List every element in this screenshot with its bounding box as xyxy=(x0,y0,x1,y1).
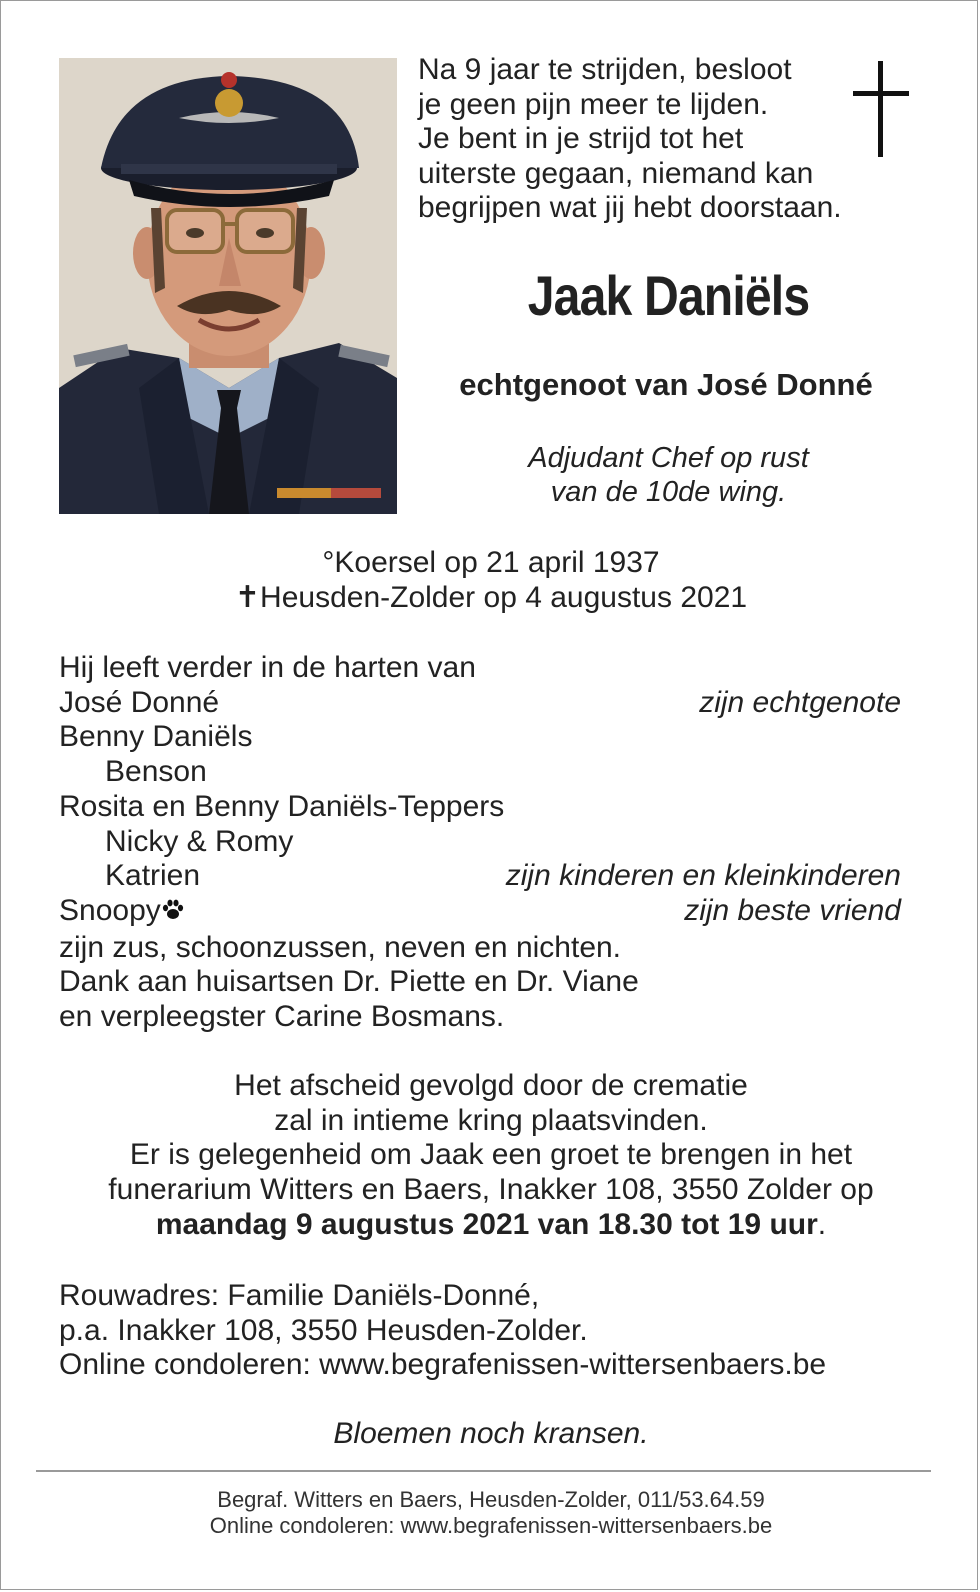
spouse-line: echtgenoot van José Donné xyxy=(459,367,873,402)
address-line: Rouwadres: Familie Daniëls-Donné, xyxy=(59,1279,540,1312)
rank-line: Adjudant Chef op rust xyxy=(528,442,809,474)
farewell-line: zal in intieme kring plaatsvinden. xyxy=(274,1103,708,1137)
survivor-name: Benson xyxy=(105,755,207,789)
portrait-illustration xyxy=(59,58,397,514)
survivor-name: Rosita en Benny Daniëls-Teppers xyxy=(59,789,505,823)
address-line: p.a. Inakker 108, 3550 Heusden-Zolder. xyxy=(59,1313,588,1347)
survivor-name: Nicky & Romy xyxy=(105,824,294,858)
survivors-list xyxy=(59,651,901,1035)
deceased-name: Jaak Daniëls xyxy=(527,264,810,327)
survivor-name: Benny Daniëls xyxy=(59,720,253,754)
death-line: ✝Heusden-Zolder op 4 augustus 2021 xyxy=(234,581,748,614)
survivor-row xyxy=(59,755,901,790)
footer-condolence-link[interactable]: Online condoleren: www.begrafenissen-wittersenbaers.be xyxy=(209,1513,773,1538)
survivor-name: Katrien xyxy=(105,859,201,893)
footer-line: Begraf. Witters en Baers, Heusden-Zolder, 011/53.64.59 xyxy=(217,1487,765,1512)
farewell-line: funerarium Witters en Baers, Inakker 108, 3550 Zolder op xyxy=(108,1173,874,1207)
farewell-date-line xyxy=(1,1208,980,1243)
survivor-relation: zijn echtgenote xyxy=(699,685,901,719)
cross-icon xyxy=(853,61,909,162)
survivor-row xyxy=(59,825,901,860)
survivor-row xyxy=(59,790,901,825)
condolence-link[interactable]: Online condoleren: www.begrafenissen-wittersenbaers.be xyxy=(59,1348,827,1382)
funeral-home-footer xyxy=(1,1487,980,1539)
survivors-intro: Hij leeft verder in de harten van xyxy=(59,651,476,684)
poem xyxy=(418,53,848,226)
flowers-note: Bloemen noch kransen. xyxy=(333,1417,649,1450)
farewell-date-suffix: . xyxy=(817,1207,827,1241)
rank-line: van de 10de wing. xyxy=(550,476,787,508)
survivors-extra-line: zijn zus, schoonzussen, neven en nichten. xyxy=(59,930,622,964)
birth-line: °Koersel op 21 april 1937 xyxy=(322,546,660,579)
survivor-name: José Donné xyxy=(59,685,220,719)
survivor-row xyxy=(59,894,901,931)
survivor-row xyxy=(59,686,901,721)
survivor-name: Snoopy xyxy=(59,893,161,927)
farewell-date: maandag 9 augustus 2021 van 18.30 tot 19 uur xyxy=(155,1207,818,1241)
poem-line: begrijpen wat jij hebt doorstaan. xyxy=(418,191,842,224)
paw-icon xyxy=(161,896,185,931)
mourning-address xyxy=(59,1279,939,1383)
farewell-line: Er is gelegenheid om Jaak een groet te brengen in het xyxy=(129,1138,853,1172)
farewell-info xyxy=(1,1069,980,1243)
farewell-line: Het afscheid gevolgd door de crematie xyxy=(234,1069,748,1102)
poem-line: Je bent in je strijd tot het xyxy=(418,122,744,155)
survivor-relation: zijn kinderen en kleinkinderen xyxy=(505,859,901,893)
poem-line: Na 9 jaar te strijden, besloot xyxy=(418,53,792,86)
survivors-extra-line: Dank aan huisartsen Dr. Piette en Dr. Viane xyxy=(59,965,639,999)
portrait-photo xyxy=(59,58,397,514)
rank-block xyxy=(421,441,916,509)
survivor-row xyxy=(59,859,901,894)
survivor-row xyxy=(59,720,901,755)
survivor-name-wrap xyxy=(59,894,185,931)
survivor-relation: zijn beste vriend xyxy=(684,893,901,927)
life-dates xyxy=(1,545,980,615)
divider xyxy=(36,1470,931,1472)
poem-line: uiterste gegaan, niemand kan xyxy=(418,156,814,190)
poem-line: je geen pijn meer te lijden. xyxy=(418,87,769,121)
survivors-extra-line: en verpleegster Carine Bosmans. xyxy=(59,1000,505,1034)
